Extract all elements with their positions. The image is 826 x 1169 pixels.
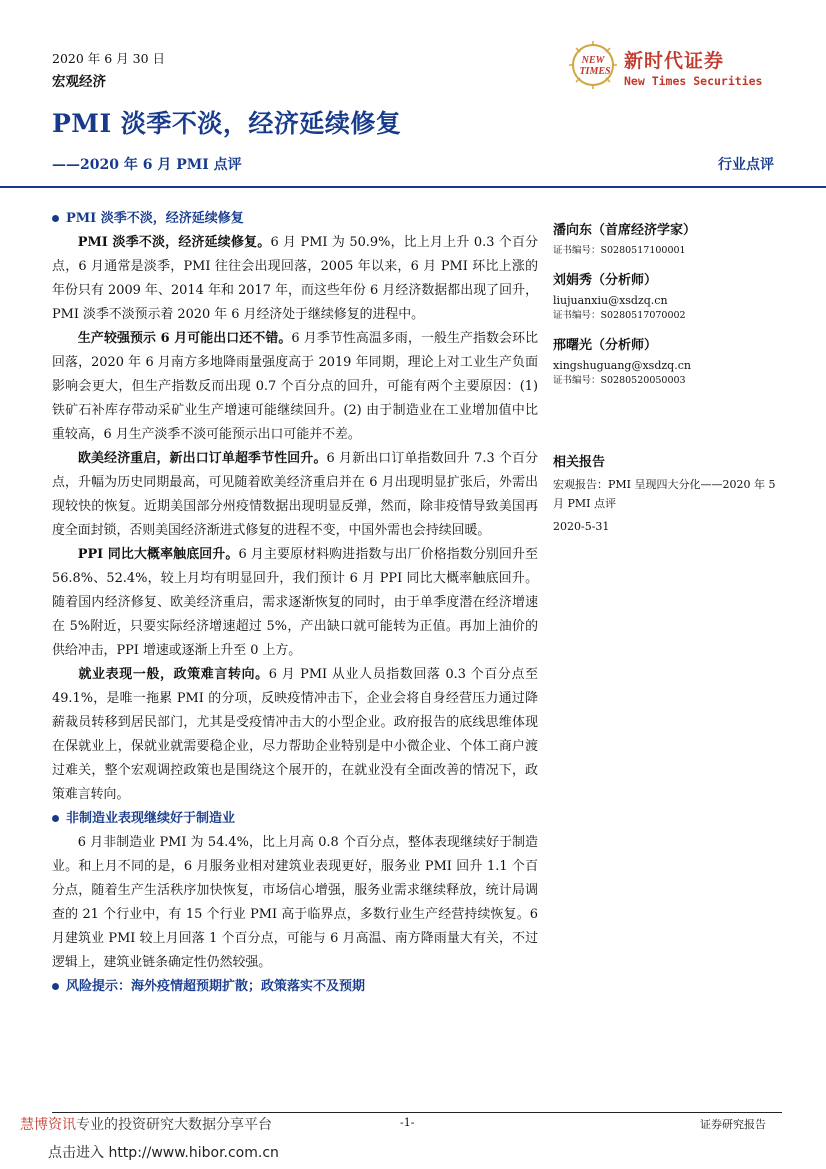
main-content <box>52 207 538 999</box>
bullet-icon <box>52 215 59 222</box>
analyst-email: liujuanxiu@xsdzq.cn <box>553 294 668 307</box>
related-report-link[interactable]: 宏观报告：PMI 呈现四大分化——2020 年 5 月 PMI 点评 <box>553 478 776 510</box>
related-reports-heading: 相关报告 <box>553 455 606 470</box>
paragraph-lead: 生产较强预示 6 月可能出口还不错。 <box>77 331 292 346</box>
paragraph <box>52 831 538 975</box>
footer-divider <box>52 1112 782 1113</box>
analyst-block <box>553 219 783 259</box>
brand-name-en: New Times Securities <box>624 74 763 88</box>
page-number: -1- <box>400 1116 415 1129</box>
page-title: PMI 淡季不淡，经济延续修复 <box>52 109 402 138</box>
paragraph-lead: PMI 淡季不淡，经济延续修复。 <box>77 235 271 250</box>
section-label: 宏观经济 <box>52 74 106 90</box>
related-report-date: 2020-5-31 <box>553 520 610 533</box>
report-date: 2020 年 6 月 30 日 <box>52 51 166 66</box>
paragraph-text: 6 月 PMI 为 50.9%，比上月上升 0.3 个百分点，6 月通常是淡季，PMI 往往会出现回落，2005 年以来，6 月 PMI 环比上涨的年份只有 2009 年、2014 年和 2017 年，而这些年份 6 月经济数据都出现了回升，PMI 淡季不淡预示着 2020 年 6 月经济处于继续修复的进程中。 <box>52 235 538 322</box>
analyst-cert: 证书编号：S0280517070002 <box>553 310 686 321</box>
paragraph-text: 6 月季节性高温多雨，一般生产指数会环比回落，2020 年 6 月南方多地降雨量强度高于 2019 年同期，理论上对工业生产负面影响会更大，但生产指数反而出现 0.7 个百分点的回升，可能有两个主要原因：(1) 铁矿石补库存带动采矿业生产增速可能继续回升。(2) 由于制造业在工业增加值中比重较高，6 月生产淡季不淡可能预示出口可能并不差。 <box>52 331 538 442</box>
paragraph <box>52 663 538 807</box>
paragraph <box>52 447 538 543</box>
paragraph <box>52 231 538 327</box>
analyst-name: 刘娟秀（分析师） <box>553 273 658 288</box>
paragraph-text: 6 月主要原材料购进指数与出厂价格指数分别回升至 56.8%、52.4%，较上月均有明显回升，我们预计 6 月 PPI 同比大概率触底回升。随着国内经济修复、欧美经济重启，需求逐渐恢复的同时，由于单季度潜在经济增速在 5%附近，只要实际经济增速超过 5%，产出缺口就可能转为正值。再加上油价的供给冲击，PPI 增速或逐渐上升至 0 上方。 <box>52 547 538 658</box>
page-subtitle: ——2020 年 6 月 PMI 点评 <box>52 157 242 173</box>
heading-text: PMI 淡季不淡，经济延续修复 <box>66 211 244 226</box>
analyst-cert: 证书编号：S0280520050003 <box>553 375 686 386</box>
paragraph-lead: 就业表现一般，政策难言转向。 <box>77 667 269 682</box>
paragraph-lead: 欧美经济重启，新出口订单超季节性回升。 <box>77 451 327 466</box>
risk-label: 风险提示： <box>66 979 132 994</box>
brand-name-cn: 新时代证券 <box>624 50 725 72</box>
analyst-name: 邢曙光（分析师） <box>553 338 658 353</box>
watermark-text: 专业的投资研究大数据分享平台 <box>76 1117 272 1133</box>
footer-link[interactable]: 点击进入 http://www.hibor.com.cn <box>48 1145 279 1161</box>
paragraph-text: 6 月 PMI 从业人员指数回落 0.3 个百分点至 49.1%，是唯一拖累 PMI 的分项，反映疫情冲击下，企业会将自身经营压力通过降薪裁员转移到居民部门，尤其是受疫情冲击大的小型企业。政府报告的底线思维体现在保就业上，保就业就需要稳企业，尽力帮助企业特别是中小微企业、个体工商户渡过难关，整个宏观调控政策也是围绕这个展开的，在就业没有全面改善的情况下，政策难言转向。 <box>52 667 539 802</box>
footer-watermark <box>20 1114 272 1134</box>
brand-logo <box>563 40 627 90</box>
heading-text: 非制造业表现继续好于制造业 <box>66 811 236 826</box>
paragraph <box>52 543 538 663</box>
risk-text: 海外疫情超预期扩散；政策落实不及预期 <box>131 979 366 994</box>
analyst-email: xingshuguang@xsdzq.cn <box>553 359 691 372</box>
section-heading <box>52 207 538 231</box>
section-heading <box>52 807 538 831</box>
analyst-block <box>553 334 783 389</box>
bullet-icon <box>52 815 59 822</box>
paragraph-text: 6 月非制造业 PMI 为 54.4%，比上月高 0.8 个百分点，整体表现继续好于制造业。和上月不同的是，6 月服务业相对建筑业表现更好，服务业 PMI 回升 1.1 个百分点，随着生产生活秩序加快恢复，市场信心增强，服务业需求继续释放，统计局调查的 21 个行业中，有 15 个行业 PMI 高于临界点，多数行业生产经营持续恢复。6 月建筑业 PMI 较上月回落 1 个百分点，可能与 6 月高温、南方降雨量大有关，不过逻辑上，建筑业链条确定性仍然较强。 <box>52 835 538 970</box>
bullet-icon <box>52 983 59 990</box>
footer-label: 证券研究报告 <box>700 1118 766 1131</box>
watermark-brand: 慧博资讯 <box>20 1117 76 1133</box>
paragraph <box>52 327 538 447</box>
risk-warning <box>52 975 538 999</box>
analyst-name: 潘向东（首席经济学家） <box>553 223 697 238</box>
logo-text-top: NEW <box>581 55 605 66</box>
paragraph-text: 6 月新出口订单指数回升 7.3 个百分点，升幅为历史同期最高，可见随着欧美经济重启并在 6 月出现明显扩张后，外需出现较快的恢复。近期美国部分州疫情数据出现明显反弹，然而，除非疫情导致美国再度全面封锁，否则美国经济渐进式修复的进程不变，中国外需也会持续回暖。 <box>52 451 538 538</box>
sidebar <box>553 219 783 536</box>
logo-text-bottom: TIMES <box>579 66 611 77</box>
report-type: 行业点评 <box>718 157 774 173</box>
analyst-block <box>553 269 783 324</box>
analyst-cert: 证书编号：S0280517100001 <box>553 245 686 256</box>
paragraph-lead: PPI 同比大概率触底回升。 <box>77 547 239 562</box>
header-divider <box>0 186 826 188</box>
